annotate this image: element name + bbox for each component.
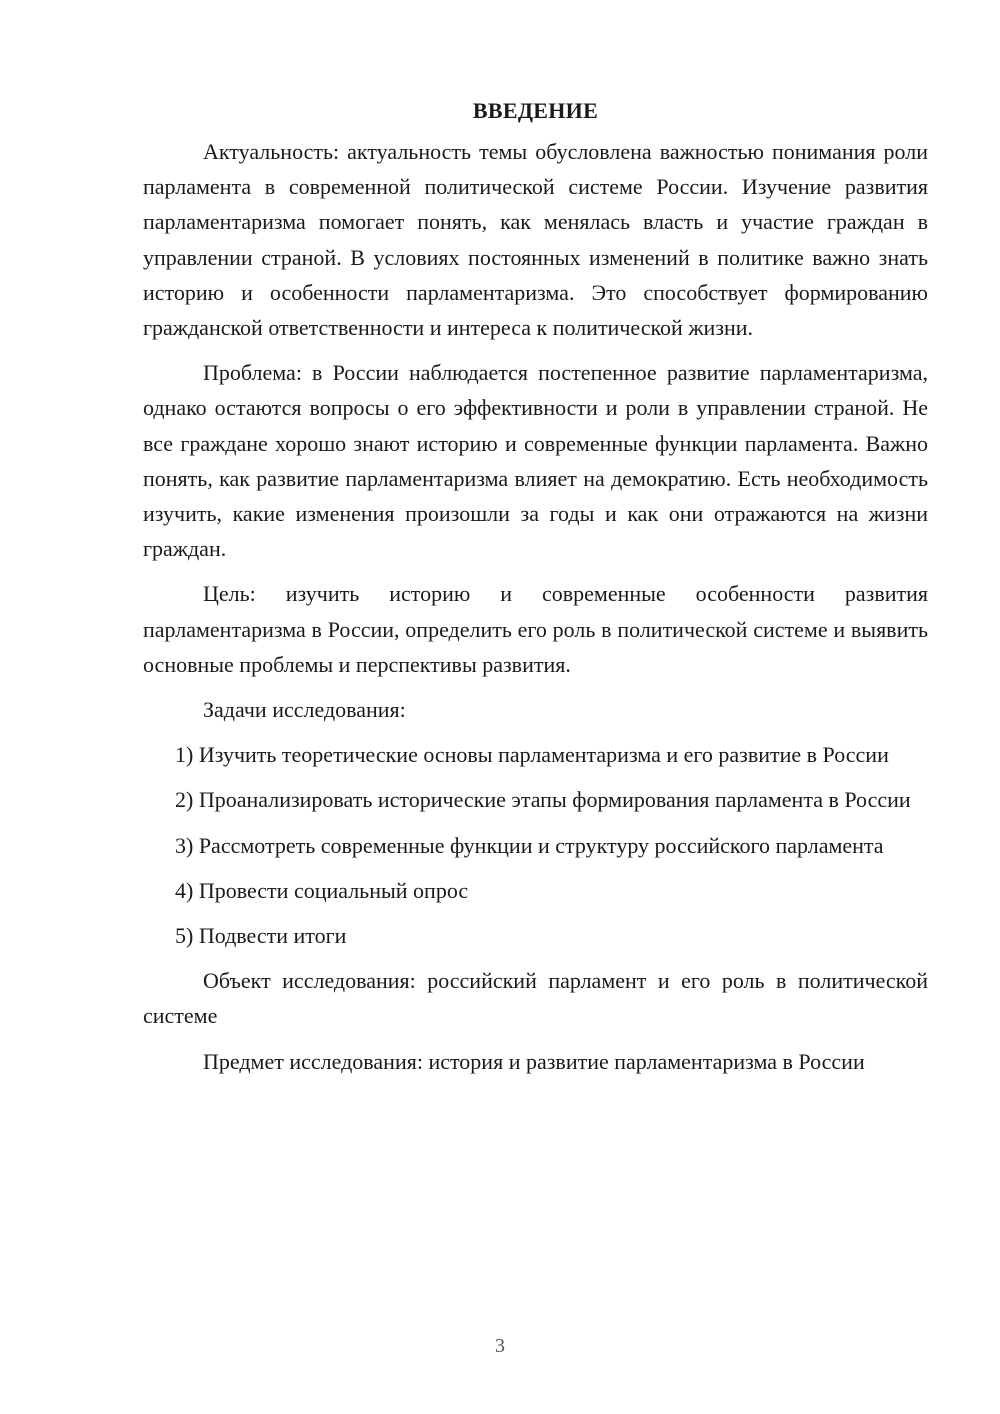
research-subject-paragraph: Предмет исследования: история и развитие парламентаризма в России xyxy=(203,1048,865,1074)
research-object-paragraph: Объект исследования: российский парламент и его роль в политической системе xyxy=(143,968,928,1029)
task-item-1: 1) Изучить теоретические основы парламентаризма и его развитие в России xyxy=(175,742,889,768)
relevance-paragraph: Актуальность: актуальность темы обусловлена важностью понимания роли парламента в современной политической системе России. Изучение развития парламентаризма помогает понять, как менялась власть и участие граждан в управлении страной. В условиях постоянных изменений в политике важно знать историю и особенности парламентаризма. Это способствует формированию гражданской ответственности и интереса к политической жизни. xyxy=(143,139,928,341)
page-number: 3 xyxy=(495,1335,505,1357)
task-item-5: 5) Подвести итоги xyxy=(175,923,347,949)
page-title: ВВЕДЕНИЕ xyxy=(472,98,599,123)
goal-paragraph: Цель: изучить историю и современные особенности развития парламентаризма в России, определить его роль в политической системе и выявить основные проблемы и перспективы развития. xyxy=(143,581,928,677)
task-item-2: 2) Проанализировать исторические этапы формирования парламента в России xyxy=(175,787,911,813)
task-item-4: 4) Провести социальный опрос xyxy=(175,877,469,903)
problem-paragraph: Проблема: в России наблюдается постепенное развитие парламентаризма, однако остаются вопросы о его эффективности и роли в управлении страной. Не все граждане хорошо знают историю и современные функции парламента. Важно понять, как развитие парламентаризма влияет на демократию. Есть необходимость изучить, какие изменения произошли за годы и как они отражаются на жизни граждан. xyxy=(143,360,928,562)
document-page xyxy=(143,96,928,1089)
tasks-title: Задачи исследования: xyxy=(203,697,406,723)
task-item-3: 3) Рассмотреть современные функции и структуру российского парламента xyxy=(175,832,884,858)
